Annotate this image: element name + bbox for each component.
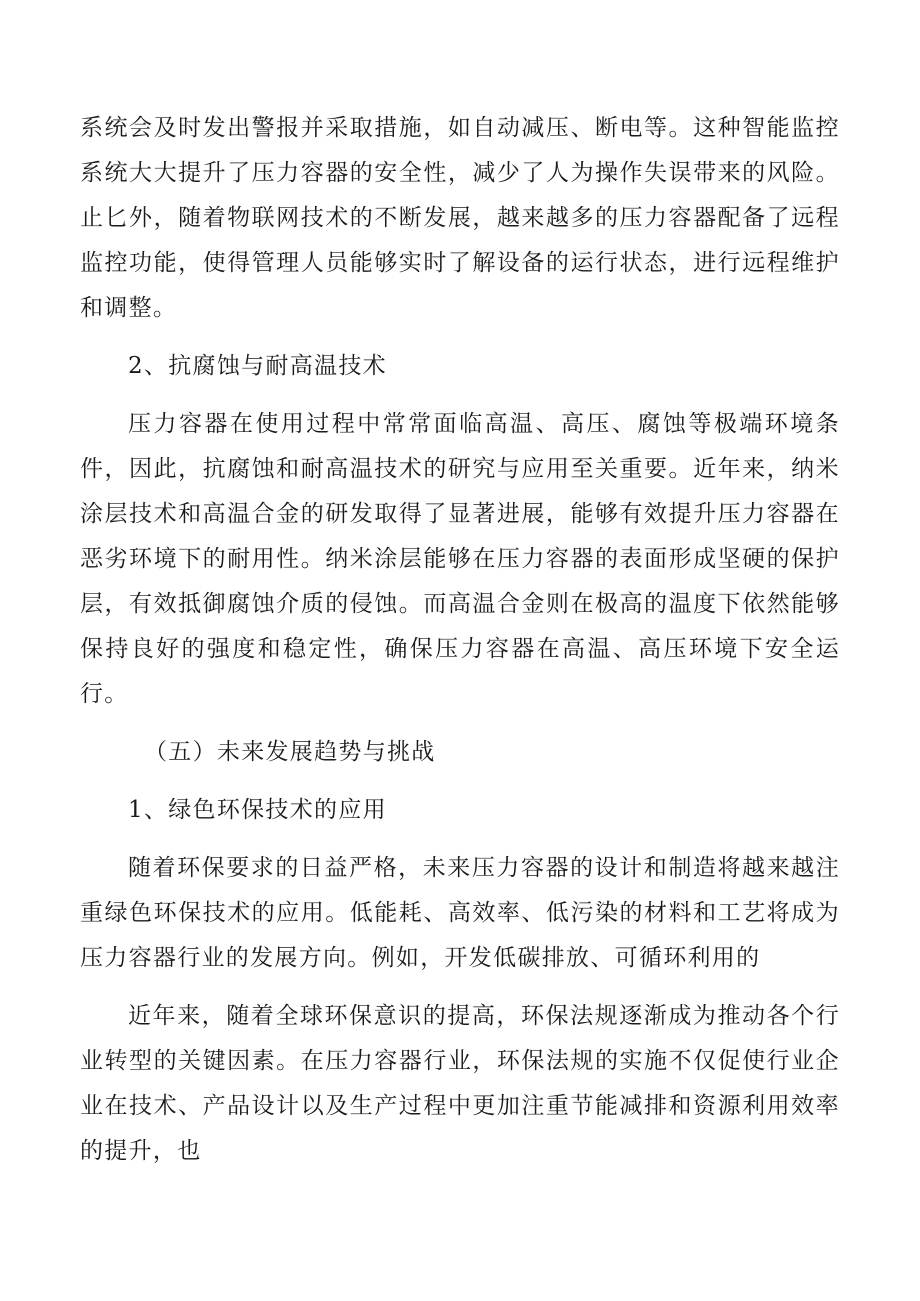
section-heading-future-trends: （五）未来发展趋势与挑战	[144, 739, 436, 765]
subheading-green-tech: 1、绿色环保技术的应用	[128, 797, 387, 823]
paragraph-green-tech: 随着环保要求的日益严格，未来压力容器的设计和制造将越来越注重绿色环保技术的应用。低能耗、高效率、低污染的材料和工艺将成为压力容器行业的发展方向。例如，开发低碳排放、可循环利用的	[80, 855, 840, 971]
subheading-corrosion-heat: 2、抗腐蚀与耐高温技术	[128, 353, 387, 379]
paragraph-corrosion-heat: 压力容器在使用过程中常常面临高温、高压、腐蚀等极端环境条件，因此，抗腐蚀和耐高温技术的研究与应用至关重要。近年来，纳米涂层技术和高温合金的研发取得了显著进展，能够有效提升压力容器在恶劣环境下的耐用性。纳米涂层能够在压力容器的表面形成坚硬的保护层，有效抵御腐蚀介质的侵蚀。而高温合金则在极高的温度下依然能够保持良好的强度和稳定性，确保压力容器在高温、高压环境下安全运行。	[80, 411, 840, 707]
paragraph-continued: 系统会及时发出警报并采取措施，如自动减压、断电等。这种智能监控系统大大提升了压力容器的安全性，减少了人为操作失误带来的风险。止匕外，随着物联网技术的不断发展，越来越多的压力容器配备了远程监控功能，使得管理人员能够实时了解设备的运行状态，进行远程维护和调整。	[80, 115, 840, 321]
document-body	[80, 106, 840, 1187]
paragraph-regulations: 近年来，随着全球环保意识的提高，环保法规逐渐成为推动各个行业转型的关键因素。在压力容器行业，环保法规的实施不仅促使行业企业在技术、产品设计以及生产过程中更加注重节能减排和资源利用效率的提升，也	[80, 1003, 840, 1164]
